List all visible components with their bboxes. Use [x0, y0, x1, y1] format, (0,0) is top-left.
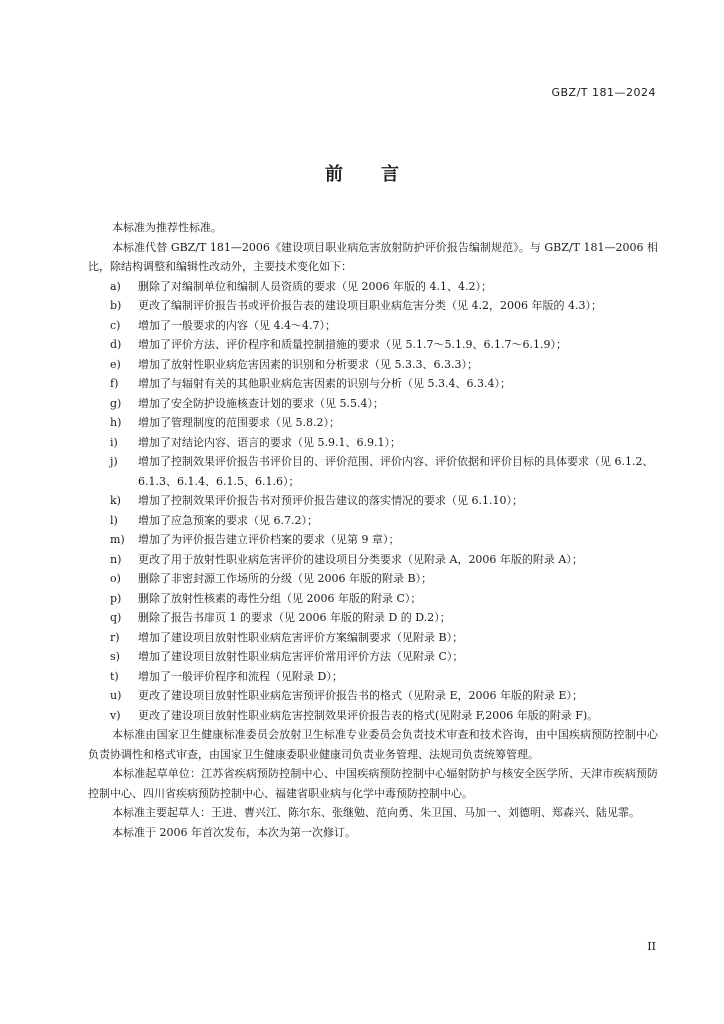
list-item — [88, 413, 658, 433]
list-marker: g) — [110, 396, 122, 410]
list-marker: a) — [110, 279, 121, 293]
list-item — [88, 452, 658, 491]
list-item — [88, 335, 658, 355]
list-item — [88, 550, 658, 570]
list-item-text: 更改了建设项目放射性职业病危害控制效果评价报告表的格式(见附录 F,2006 年版的附录 F)。 — [138, 708, 599, 722]
list-item — [88, 374, 658, 394]
change-list — [88, 277, 658, 726]
list-item — [88, 667, 658, 687]
list-item-text: 更改了编制评价报告书或评价报告表的建设项目职业病危害分类（见 4.2，2006 年版的 4.3）； — [138, 299, 602, 312]
list-item-text: 增加了放射性职业病危害因素的识别和分析要求（见 5.3.3、6.3.3）； — [138, 357, 478, 371]
list-item — [88, 394, 658, 414]
standard-code: GBZ/T 181—2024 — [551, 86, 656, 99]
list-marker: o) — [110, 572, 121, 585]
list-item-text: 增加了应急预案的要求（见 6.7.2）； — [138, 513, 318, 527]
list-item-text: 增加了为评价报告建立评价档案的要求（见第 9 章）； — [138, 533, 400, 546]
list-item-text: 增加了控制效果评价报告书评价目的、评价范围、评价内容、评价依据和评价目标的具体要求（见 6.1.2、6.1.3、6.1.4、6.1.5、6.1.6）； — [138, 455, 654, 488]
list-item-text: 增加了评价方法、评价程序和质量控制措施的要求（见 5.1.7～5.1.9、6.1.7～6.1.9）； — [138, 338, 567, 351]
list-item — [88, 355, 658, 375]
list-item-text: 增加了建设项目放射性职业病危害评价常用评价方法（见附录 C）； — [138, 650, 464, 663]
history-paragraph: 本标准于 2006 年首次发布，本次为第一次修订。 — [112, 825, 356, 839]
list-marker: n) — [110, 552, 122, 566]
list-item-text: 增加了一般评价程序和流程（见附录 D）； — [138, 669, 343, 683]
drafting-units-paragraph: 本标准起草单位：江苏省疾病预防控制中心、中国疾病预防控制中心辐射防护与核安全医学所、天津市疾病预防控制中心、四川省疾病预防控制中心、福建省职业病与化学中毒预防控制中心。 — [88, 767, 658, 800]
drafters-paragraph: 本标准主要起草人：王进、曹兴江、陈尔东、张继勉、范向勇、朱卫国、马加一、刘德明、郑森兴、陆见霏。 — [112, 806, 640, 819]
intro-paragraph-2: 本标准代替 GBZ/T 181—2006《建设项目职业病危害放射防护评价报告编制规范》。与 GBZ/T 181—2006 相比，除结构调整和编辑性改动外，主要技术变化如下： — [88, 240, 658, 273]
page-title: 前言 — [325, 164, 437, 185]
list-marker: r) — [110, 630, 120, 644]
list-item — [88, 608, 658, 628]
list-item-text: 增加了建设项目放射性职业病危害评价方案编制要求（见附录 B）； — [138, 630, 464, 644]
list-item-text: 增加了管理制度的范围要求（见 5.8.2）； — [138, 416, 340, 429]
list-item-text: 增加了安全防护设施核查计划的要求（见 5.5.4）； — [138, 396, 384, 410]
list-marker: m) — [110, 533, 125, 546]
list-item — [88, 706, 658, 726]
list-item — [88, 686, 658, 706]
list-item-text: 删除了非密封源工作场所的分级（见 2006 年版的附录 B）； — [138, 572, 433, 585]
list-item — [88, 316, 658, 336]
list-item-text: 删除了报告书扉页 1 的要求（见 2006 年版的附录 D 的 D.2）； — [138, 611, 451, 624]
list-item — [88, 277, 658, 297]
list-marker: p) — [110, 591, 122, 605]
list-item-text: 增加了控制效果评价报告书对预评价报告建议的落实情况的要求（见 6.1.10）； — [138, 494, 523, 507]
list-marker: b) — [110, 299, 122, 312]
list-marker: i) — [110, 435, 118, 449]
list-item — [88, 530, 658, 550]
list-marker: t) — [110, 669, 119, 683]
list-item — [88, 511, 658, 531]
list-item-text: 更改了建设项目放射性职业病危害预评价报告书的格式（见附录 E，2006 年版的附录 E）； — [138, 689, 584, 702]
list-marker: l) — [110, 513, 118, 527]
list-item-text: 删除了对编制单位和编制人员资质的要求（见 2006 年版的 4.1、4.2）； — [138, 279, 492, 293]
list-marker: s) — [110, 650, 120, 663]
document-body — [88, 218, 658, 842]
list-marker: f) — [110, 377, 119, 390]
list-marker: h) — [110, 416, 122, 429]
list-marker: k) — [110, 494, 121, 507]
list-marker: q) — [110, 611, 122, 624]
list-item — [88, 589, 658, 609]
list-marker: e) — [110, 357, 121, 371]
page-number: II — [647, 940, 656, 953]
list-item — [88, 296, 658, 316]
review-paragraph: 本标准由国家卫生健康标准委员会放射卫生标准专业委员会负责技术审查和技术咨询，由中国疾病预防控制中心负责协调性和格式审查，由国家卫生健康委职业健康司负责业务管理、法规司负责统筹管理。 — [88, 728, 658, 761]
intro-paragraph-1: 本标准为推荐性标准。 — [112, 221, 222, 234]
list-marker: v) — [110, 708, 121, 722]
list-marker: j) — [110, 455, 118, 468]
list-item — [88, 628, 658, 648]
list-marker: u) — [110, 689, 122, 702]
list-item — [88, 647, 658, 667]
list-item — [88, 433, 658, 453]
list-item-text: 增加了对结论内容、语言的要求（见 5.9.1、6.9.1）； — [138, 435, 401, 449]
list-item-text: 删除了放射性核素的毒性分组（见 2006 年版的附录 C）； — [138, 591, 422, 605]
list-item — [88, 491, 658, 511]
list-marker: c) — [110, 318, 121, 332]
list-item-text: 更改了用于放射性职业病危害评价的建设项目分类要求（见附录 A，2006 年版的附录 A）； — [138, 552, 583, 566]
list-marker: d) — [110, 338, 122, 351]
list-item-text: 增加了与辐射有关的其他职业病危害因素的识别与分析（见 5.3.4、6.3.4）； — [138, 377, 511, 390]
list-item-text: 增加了一般要求的内容（见 4.4～4.7）； — [138, 318, 336, 332]
list-item — [88, 569, 658, 589]
